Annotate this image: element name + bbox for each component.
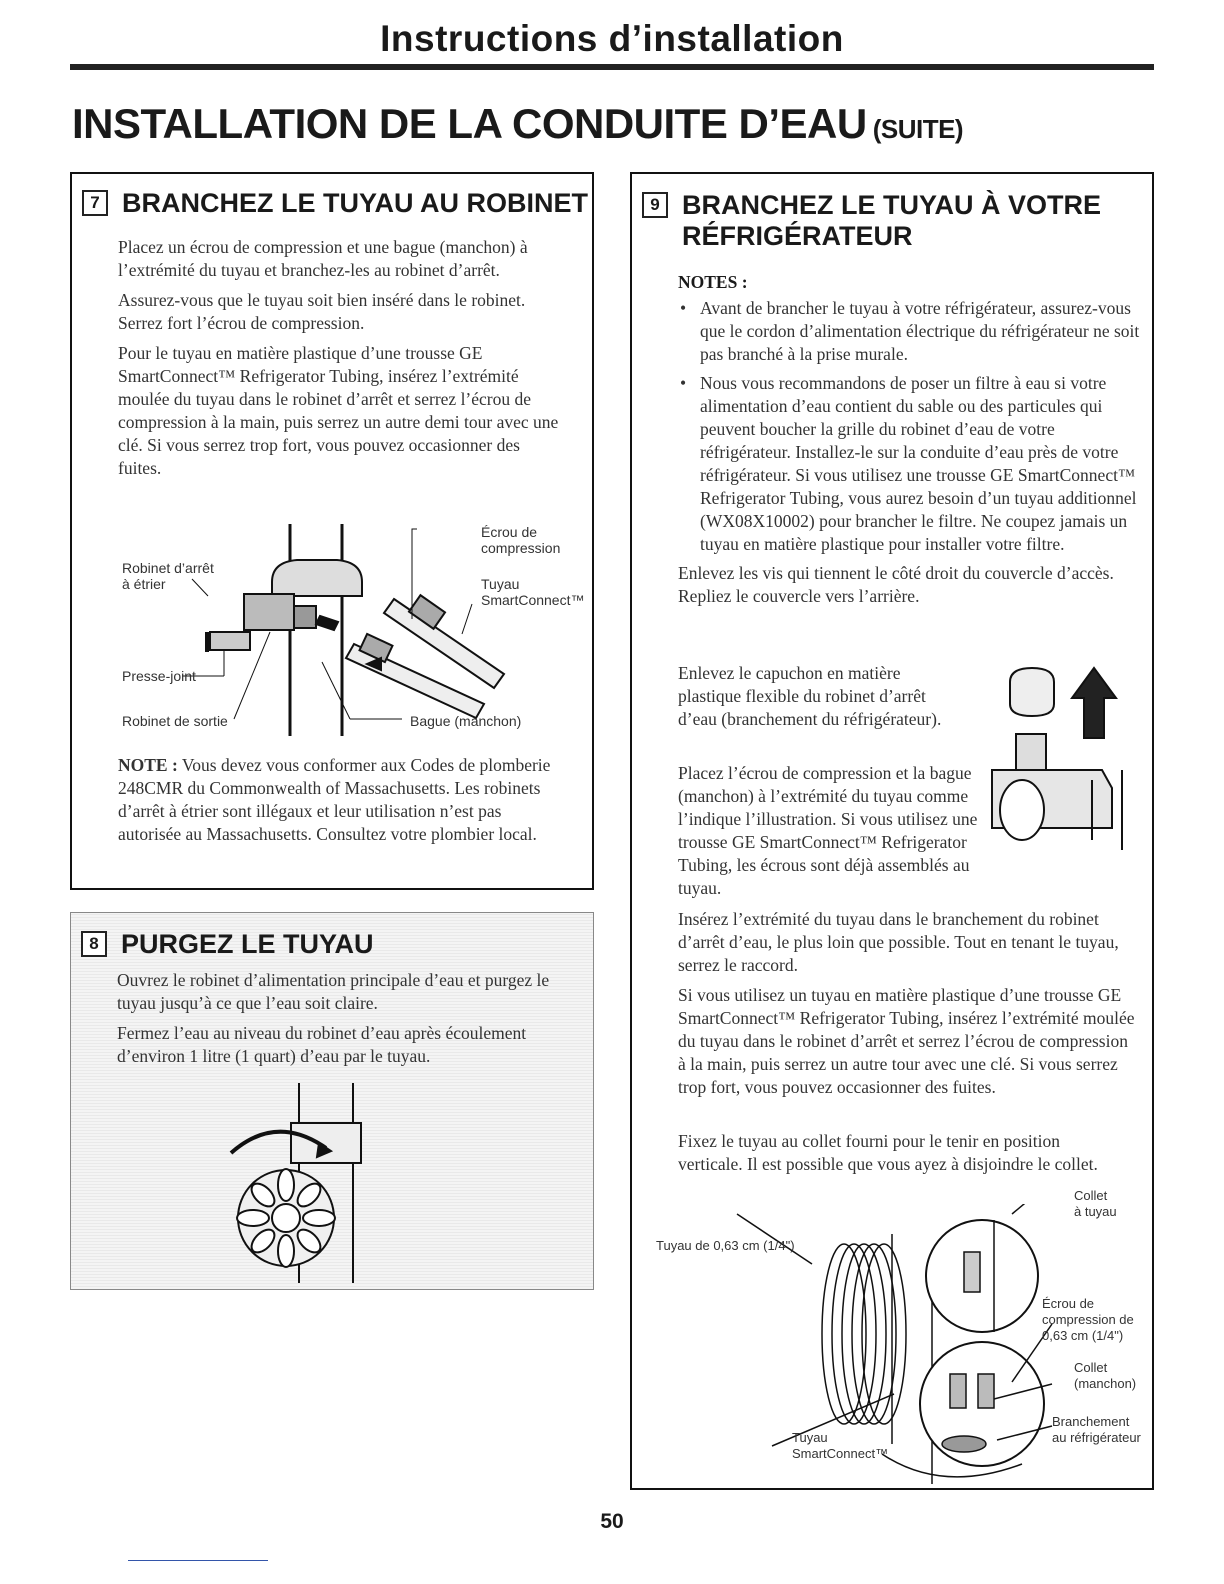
- page-title-suffix: (SUITE): [872, 114, 964, 144]
- header-rule: [70, 64, 1154, 70]
- footer-rule: [128, 1560, 268, 1561]
- step9-paragraph-insert: Insérez l’extrémité du tuyau dans le branchement du robinet d’arrêt d’eau, le plus loin que possible. Tout en tenant le tuyau, serrez le raccord.: [678, 909, 1119, 975]
- page-title: [72, 100, 963, 148]
- label-ecrou-9: Écrou de compression de 0,63 cm (1/4"): [1042, 1296, 1134, 1343]
- step7-text: [118, 236, 564, 487]
- step9-paragraph-place: Placez l’écrou de compression et la bague (manchon) à l’extrémité du tuyau comme l’indique l’illustration. Si vous utilisez une trousse GE SmartConnect™ Refrigerator Tubing, les écrous sont déjà assemblés au tuyau.: [678, 763, 978, 898]
- label-bague: Bague (manchon): [410, 713, 522, 729]
- page-number: 50: [600, 1510, 624, 1533]
- step7-heading: [82, 188, 588, 219]
- step9-number: 9: [642, 192, 668, 218]
- section-header: Instructions d’installation: [380, 18, 844, 59]
- step7-paragraph: Assurez-vous que le tuyau soit bien inséré dans le robinet. Serrez fort l’écrou de compression.: [118, 290, 526, 333]
- step7-paragraph: Pour le tuyau en matière plastique d’une trousse GE SmartConnect™ Refrigerator Tubing, insérez l’extrémité moulée du tuyau dans le robinet d’arrêt et serrez l’écrou de compression à la main, puis serrez un autre demi tour avec une clé. Si vous serrez trop fort, vous pouvez occasionner des fuites.: [118, 343, 559, 478]
- step8-paragraph: Fermez l’eau au niveau du robinet d’eau après écoulement d’environ 1 litre (1 quart) d’eau par le tuyau.: [117, 1023, 527, 1066]
- step9-notes: [678, 266, 1140, 615]
- step9-title-line2: RÉFRIGÉRATEUR: [682, 221, 913, 251]
- step7-box: [70, 172, 594, 890]
- step9-paragraph-cap: Enlevez le capuchon en matière plastique flexible du robinet d’arrêt d’eau (branchement du réfrigérateur).: [678, 663, 942, 729]
- label-collet-manchon: Collet (manchon): [1074, 1360, 1137, 1391]
- note-label: NOTE :: [118, 755, 178, 775]
- valve-diagram: [112, 524, 592, 739]
- step9-paragraph-plastic: Si vous utilisez un tuyau en matière plastique d’une trousse GE SmartConnect™ Refrigerator Tubing, insérez l’extrémité moulée du tuyau dans le robinet d’arrêt et serrez l’écrou de compression à la main, puis serrez un autre tour avec une clé. Si vous serrez trop fort, vous pouvez occasionner des fuites.: [678, 985, 1135, 1097]
- page-title-main: INSTALLATION DE LA CONDUITE D’EAU: [72, 100, 867, 147]
- step8-box: [70, 912, 594, 1290]
- step8-paragraph: Ouvrez le robinet d’alimentation principale d’eau et purgez le tuyau jusqu’à ce que l’eau soit claire.: [117, 970, 550, 1013]
- note-text: Vous devez vous conformer aux Codes de plomberie 248CMR du Commonwealth of Massachusetts. Les robinets d’arrêt à étrier sont illégaux et leur utilisation n’est pas autorisée au Massachusetts. Consultez votre plombier local.: [118, 755, 551, 844]
- label-robinet-arret: Robinet d’arrêt à étrier: [122, 560, 214, 592]
- step9-heading: [642, 190, 1101, 252]
- note-bullet: • Avant de brancher le tuyau à votre réfrigérateur, assurez-vous que le cordon d’alimentation électrique du réfrigérateur ne soit pas branché à la prise murale.: [678, 297, 1140, 366]
- step7-paragraph: Placez un écrou de compression et une bague (manchon) à l’extrémité du tuyau et branchez-les au robinet d’arrêt.: [118, 237, 528, 280]
- step7-number: 7: [82, 190, 108, 216]
- note-bullet: • Nous vous recommandons de poser un filtre à eau si votre alimentation d’eau contient du sable ou des particules qui peuvent boucher la grille du robinet d’eau de votre réfrigérateur. Installez-le sur la conduite d’eau près de votre réfrigérateur. Si vous utilisez une trousse GE SmartConnect™ Refrigerator Tubing, vous aurez besoin d’un tuyau additionnel (WX08X10002) pour brancher le filtre. Ne coupez jamais un tuyau en matière plastique pour installer votre filtre.: [678, 372, 1140, 556]
- step9-clamp-text: [678, 1130, 1118, 1183]
- label-branchement: Branchement au réfrigérateur: [1052, 1414, 1141, 1445]
- step8-title: PURGEZ LE TUYAU: [121, 929, 374, 959]
- step9-lower-text: [678, 908, 1140, 1106]
- step8-text: [117, 969, 557, 1075]
- label-collet-tuyau: Collet à tuyau: [1074, 1188, 1117, 1219]
- valve-cap-illustration: [972, 660, 1142, 860]
- step9-box: [630, 172, 1154, 1490]
- step8-number: 8: [81, 931, 107, 957]
- step9-paragraph-access: Enlevez les vis qui tiennent le côté droit du couvercle d’accès. Repliez le couvercle vers l’arrière.: [678, 563, 1114, 606]
- step8-heading: [81, 929, 374, 960]
- label-tuyau: Tuyau SmartConnect™: [481, 576, 585, 608]
- label-robinet-sortie: Robinet de sortie: [122, 713, 228, 729]
- step9-title-line1: BRANCHEZ LE TUYAU À VOTRE: [682, 190, 1102, 220]
- faucet-knob-illustration: [211, 1083, 451, 1283]
- step9-cap-text: [678, 662, 953, 738]
- label-ecrou: Écrou de compression: [481, 524, 561, 556]
- notes-label: NOTES :: [678, 272, 748, 292]
- label-tuyau-size: Tuyau de 0,63 cm (1/4"): [656, 1238, 795, 1253]
- label-presse-joint: Presse-joint: [122, 668, 196, 684]
- step7-note: [118, 754, 564, 853]
- step7-title: BRANCHEZ LE TUYAU AU ROBINET: [122, 188, 589, 218]
- step9-place-text: [678, 762, 978, 907]
- label-tuyau-9: Tuyau SmartConnect™: [792, 1430, 889, 1461]
- step9-paragraph-clamp: Fixez le tuyau au collet fourni pour le tenir en position verticale. Il est possible que vous ayez à disjoindre le collet.: [678, 1131, 1098, 1174]
